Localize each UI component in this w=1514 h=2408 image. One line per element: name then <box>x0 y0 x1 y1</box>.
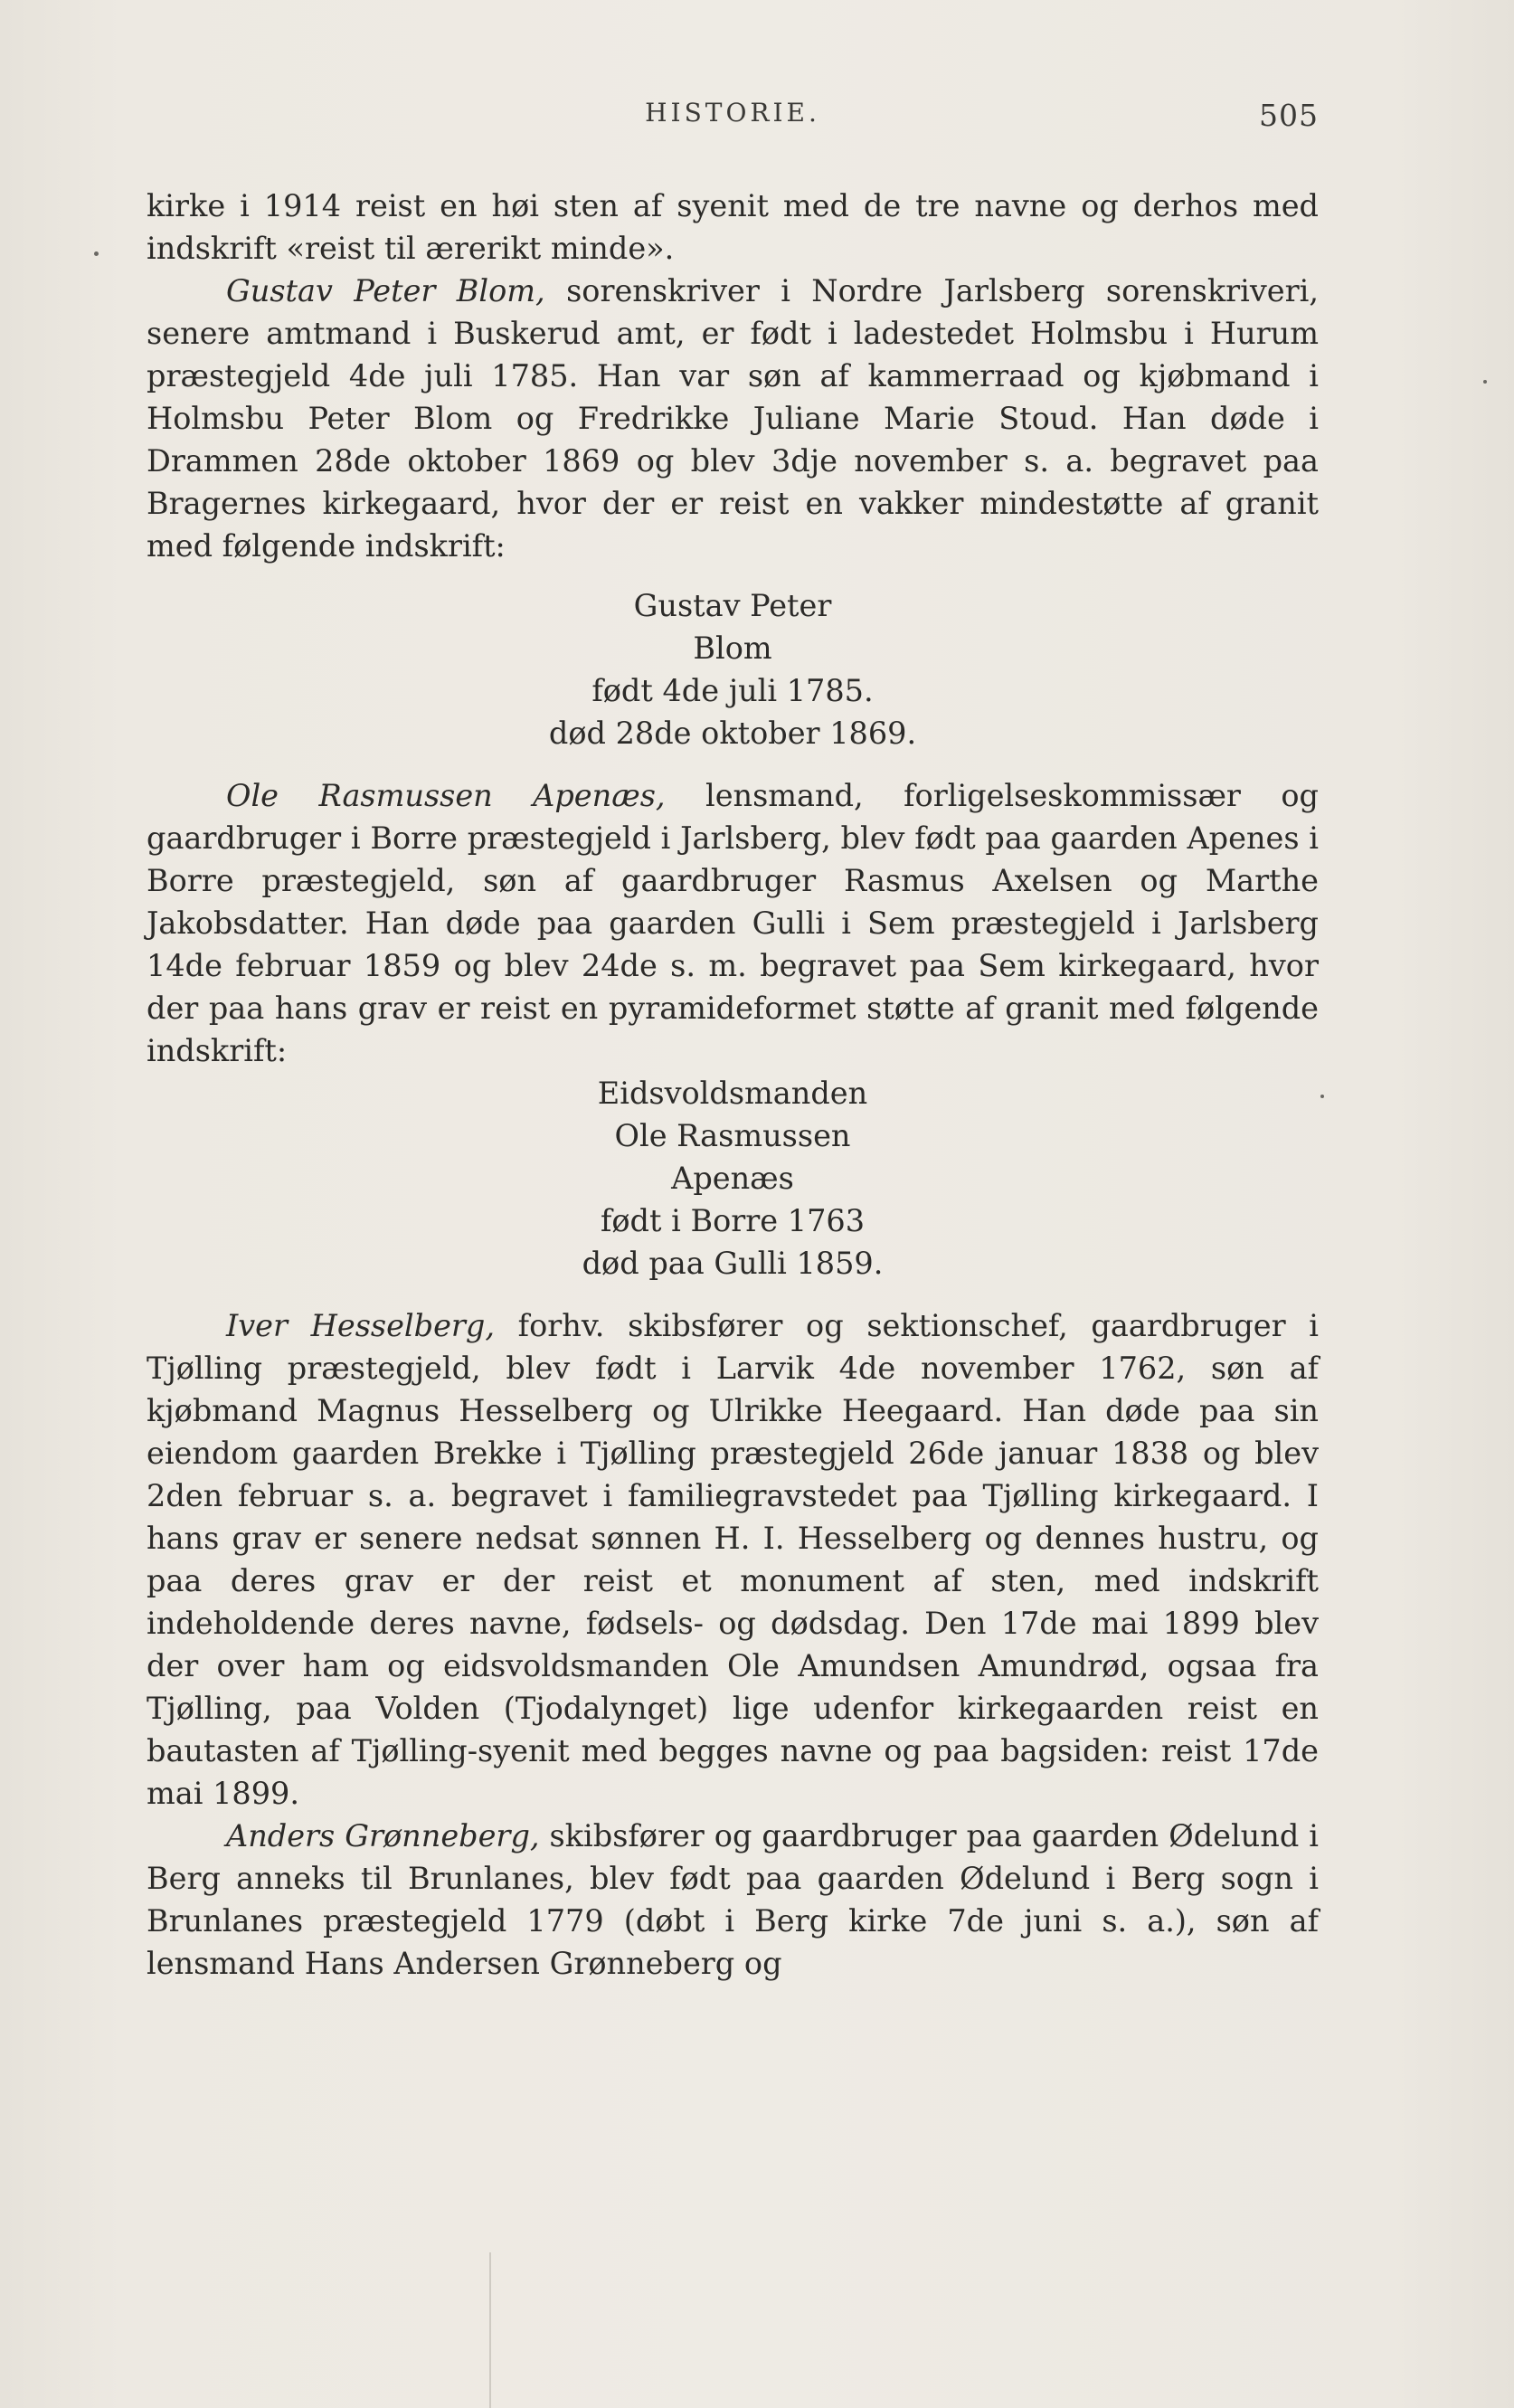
name-hesselberg: Iver Hesselberg, <box>226 1308 496 1343</box>
inscription-line: Eidsvoldsmanden <box>597 1076 868 1111</box>
inscription-blom <box>147 584 1319 754</box>
inscription-line: født i Borre 1763 <box>600 1203 866 1238</box>
running-title: HISTORIE. <box>645 98 820 128</box>
scan-speck <box>1483 380 1487 384</box>
name-blom: Gustav Peter Blom, <box>226 273 545 308</box>
name-apenaes: Ole Rasmussen Apenæs, <box>226 778 666 813</box>
inscription-line: født 4de juli 1785. <box>591 673 874 708</box>
text-hesselberg: forhv. skibsfører og sektionschef, gaardbruger i Tjølling præstegjeld, blev født i Larvik 4de november 1762, søn af kjøbmand Magnus Hesselberg og Ulrikke Heegaard. Han døde paa sin eiendom gaarden Brekke i Tjølling præstegjeld 26de januar 1838 og blev 2den februar s. a. begravet i familiegravstedet paa Tjølling kirkegaard. I hans grav er senere nedsat sønnen H. I. Hesselberg og dennes hustru, og paa deres grav er der reist et monument af sten, med indskrift indeholdende deres navne, fødsels- og dødsdag. Den 17de mai 1899 blev der over ham og eidsvoldsmanden Ole Amundsen Amundrød, ogsaa fra Tjølling, paa Volden (Tjodalynget) lige udenfor kirkegaarden reist en bautasten af Tjølling-syenit med begges navne og paa bagsiden: reist 17de mai 1899. <box>147 1308 1319 1811</box>
name-gronneberg: Anders Grønneberg, <box>226 1818 540 1853</box>
inscription-line: Apenæs <box>671 1161 794 1196</box>
scan-gutter-line <box>489 2252 491 2408</box>
paragraph-apenaes <box>147 774 1319 1072</box>
text-blom: sorenskriver i Nordre Jarlsberg sorenskriveri, senere amtmand i Buskerud amt, er født i ladestedet Holmsbu i Hurum præstegjeld 4de juli 1785. Han var søn af kammerraad og kjøbmand i Holmsbu Peter Blom og Fredrikke Juliane Marie Stoud. Han døde i Drammen 28de oktober 1869 og blev 3dje november s. a. begravet paa Bragernes kirkegaard, hvor der er reist en vakker mindestøtte af granit med følgende indskrift: <box>147 273 1320 564</box>
page-header <box>147 98 1319 143</box>
inscription-line: død paa Gulli 1859. <box>582 1246 884 1281</box>
inscription-line: Ole Rasmussen <box>614 1118 851 1153</box>
paragraph-hesselberg <box>147 1304 1319 1815</box>
scan-speck <box>94 251 99 256</box>
page-number: 505 <box>1259 98 1319 133</box>
paragraph-intro: kirke i 1914 reist en høi sten af syenit med de tre navne og derhos med indskrift «reist til ærerikt minde». <box>147 188 1319 266</box>
scan-speck <box>1320 1095 1324 1098</box>
inscription-line: Gustav Peter <box>633 588 832 623</box>
text-gronneberg: skibsfører og gaardbruger paa gaarden Ødelund i Berg anneks til Brunlanes, blev født paa gaarden Ødelund i Berg sogn i Brunlanes præstegjeld 1779 (døbt i Berg kirke 7de juni s. a.), søn af lensmand Hans Andersen Grønneberg og <box>147 1818 1319 1981</box>
paragraph-gronneberg <box>147 1815 1319 1985</box>
text-apenaes: lensmand, forligelseskommissær og gaardbruger i Borre præstegjeld i Jarlsberg, blev født paa gaarden Apenes i Borre præstegjeld, søn af gaardbruger Rasmus Axelsen og Marthe Jakobsdatter. Han døde paa gaarden Gulli i Sem præstegjeld i Jarlsberg 14de februar 1859 og blev 24de s. m. begravet paa Sem kirkegaard, hvor der paa hans grav er reist en pyramideformet støtte af granit med følgende indskrift: <box>147 778 1320 1068</box>
inscription-apenaes <box>147 1072 1319 1285</box>
inscription-line: død 28de oktober 1869. <box>548 716 917 751</box>
body-text <box>147 185 1319 1985</box>
inscription-line: Blom <box>693 630 772 666</box>
paragraph-blom <box>147 270 1319 567</box>
